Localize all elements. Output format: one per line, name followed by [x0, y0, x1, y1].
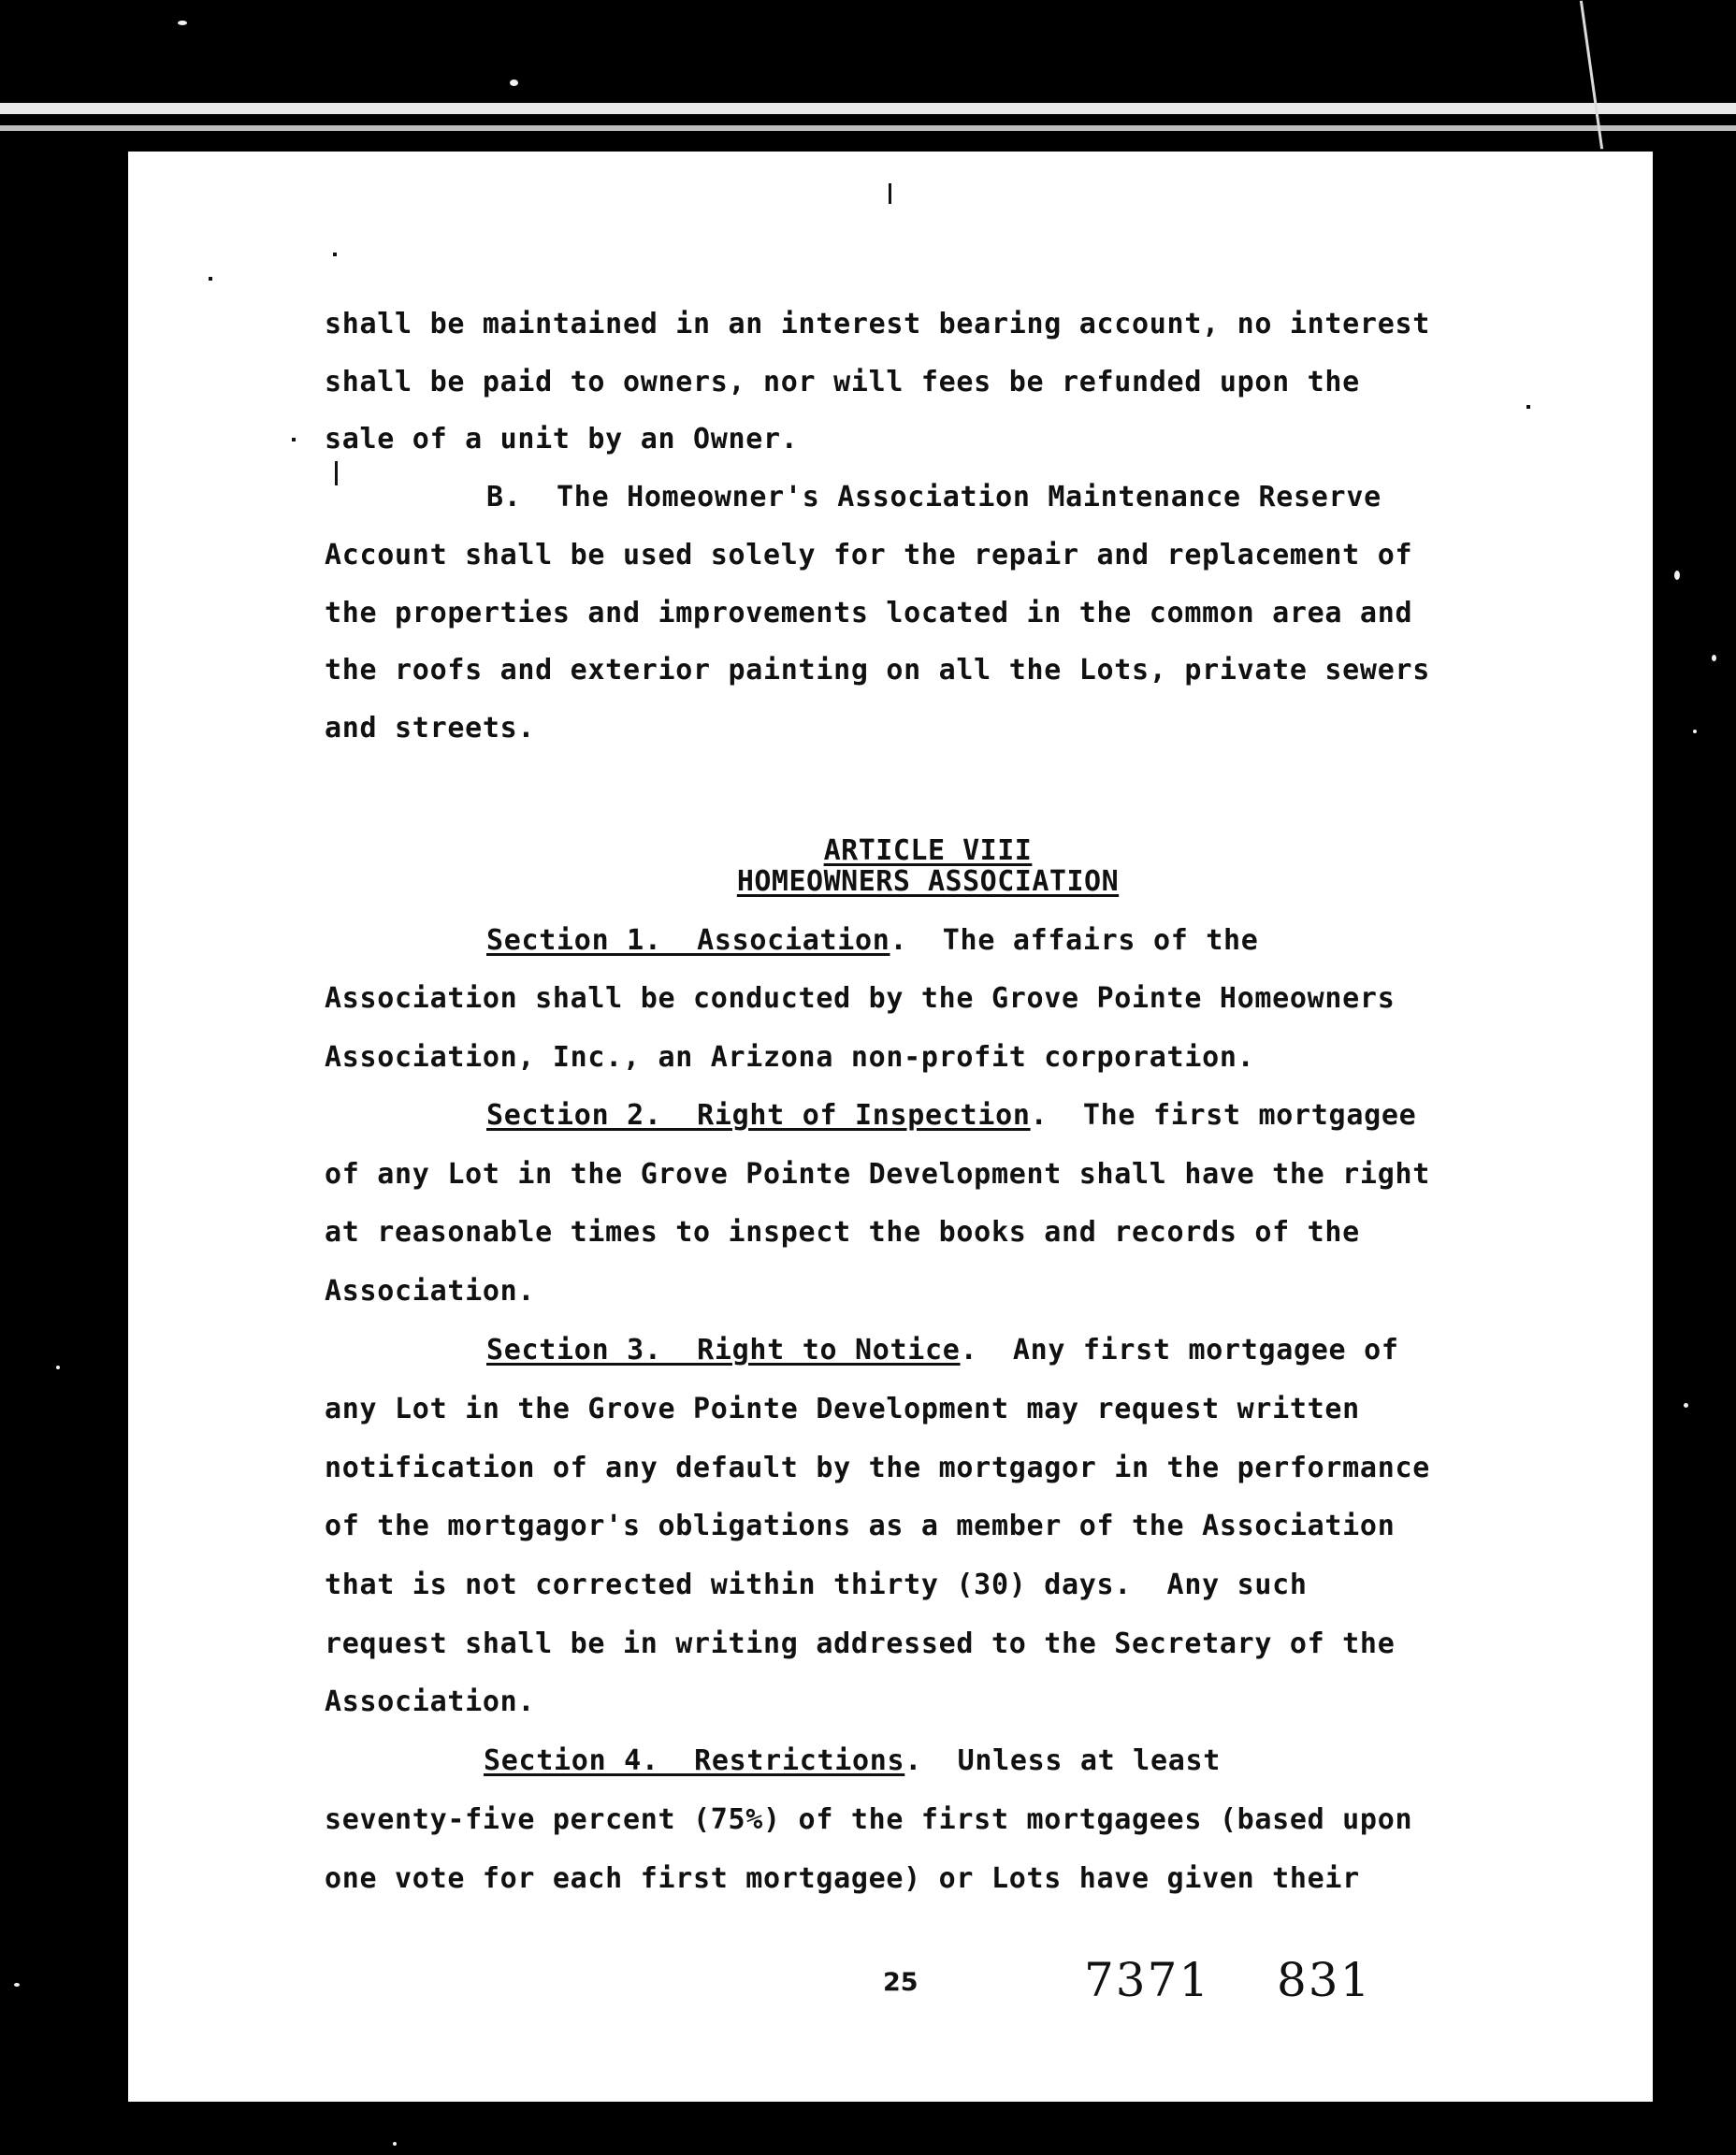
scan-mark: [333, 253, 337, 256]
section-2-line-4: Association.: [325, 1275, 536, 1308]
section-4-first-line-text: . Unless at least: [904, 1744, 1221, 1777]
para-b-line-2: Account shall be used solely for the repair and replacement of: [325, 539, 1413, 571]
section-1-first-line: [486, 924, 1259, 957]
para-b-line-4: the roofs and exterior painting on all the Lots, private sewers: [325, 654, 1430, 687]
intro-line-2: shall be paid to owners, nor will fees be refunded upon the: [325, 366, 1360, 398]
section-3-line-5: that is not corrected within thirty (30) days. Any such: [325, 1569, 1308, 1601]
section-1-line-2: Association shall be conducted by the Grove Pointe Homeowners: [325, 982, 1396, 1015]
intro-line-1: shall be maintained in an interest bearing account, no interest: [325, 308, 1430, 340]
scan-speck: [510, 80, 518, 86]
section-3-first-line: [486, 1334, 1399, 1367]
scan-speck: [178, 21, 187, 25]
section-1-heading: Section 1. Association: [486, 924, 890, 957]
scan-speck: [1712, 655, 1716, 661]
scan-mark: [1526, 405, 1530, 409]
section-1-first-line-text: . The affairs of the: [890, 924, 1259, 957]
scanner-edge-band: [0, 103, 1736, 114]
section-2-line-3: at reasonable times to inspect the books and records of the: [325, 1216, 1360, 1249]
section-3-line-7: Association.: [325, 1685, 536, 1718]
page-number: 25: [883, 1968, 919, 1997]
section-4-heading: Section 4. Restrictions: [484, 1744, 905, 1777]
para-b-line-3: the properties and improvements located in the common area and: [325, 597, 1413, 629]
section-4-first-line: [484, 1744, 1221, 1777]
section-4-line-3: one vote for each first mortgagee) or Lots have given their: [325, 1862, 1360, 1895]
section-3-line-2: any Lot in the Grove Pointe Development may request written: [325, 1393, 1360, 1425]
scan-speck: [14, 1983, 20, 1987]
section-3-line-3: notification of any default by the mortgagor in the performance: [325, 1452, 1430, 1484]
section-3-first-line-text: . Any first mortgagee of: [960, 1334, 1399, 1367]
article-title: ARTICLE VIII: [823, 834, 1033, 867]
section-4-line-2: seventy-five percent (75%) of the first mortgagees (based upon: [325, 1803, 1413, 1836]
section-3-heading: Section 3. Right to Notice: [486, 1334, 961, 1367]
scanner-edge-band: [0, 125, 1736, 131]
scan-speck: [393, 2142, 397, 2146]
scan-speck: [1684, 1403, 1688, 1408]
section-3-line-4: of the mortgagor's obligations as a member of the Association: [325, 1510, 1396, 1542]
scan-mark: [335, 461, 338, 485]
scan-mark: [292, 438, 296, 441]
recording-page-number: 831: [1277, 1953, 1372, 2007]
scan-mark: [209, 277, 212, 281]
section-2-heading: Section 2. Right of Inspection: [486, 1099, 1031, 1132]
intro-line-3: sale of a unit by an Owner.: [325, 423, 799, 456]
scan-mark: [889, 183, 891, 204]
section-2-first-line: [486, 1099, 1417, 1132]
scan-speck: [1693, 730, 1697, 733]
section-3-line-6: request shall be in writing addressed to the Secretary of the: [325, 1627, 1396, 1660]
article-subtitle: HOMEOWNERS ASSOCIATION: [736, 865, 1120, 898]
section-2-line-2: of any Lot in the Grove Pointe Development shall have the right: [325, 1158, 1430, 1191]
scan-speck: [56, 1366, 60, 1369]
document-page: [128, 152, 1653, 2102]
section-1-line-3: Association, Inc., an Arizona non-profit corporation.: [325, 1041, 1255, 1074]
recording-book-number: 7371: [1084, 1953, 1211, 2007]
scan-speck: [1674, 571, 1680, 580]
para-b-line-1: B. The Homeowner's Association Maintenance Reserve: [486, 481, 1382, 513]
section-2-first-line-text: . The first mortgagee: [1030, 1099, 1417, 1132]
para-b-line-5: and streets.: [325, 712, 536, 745]
